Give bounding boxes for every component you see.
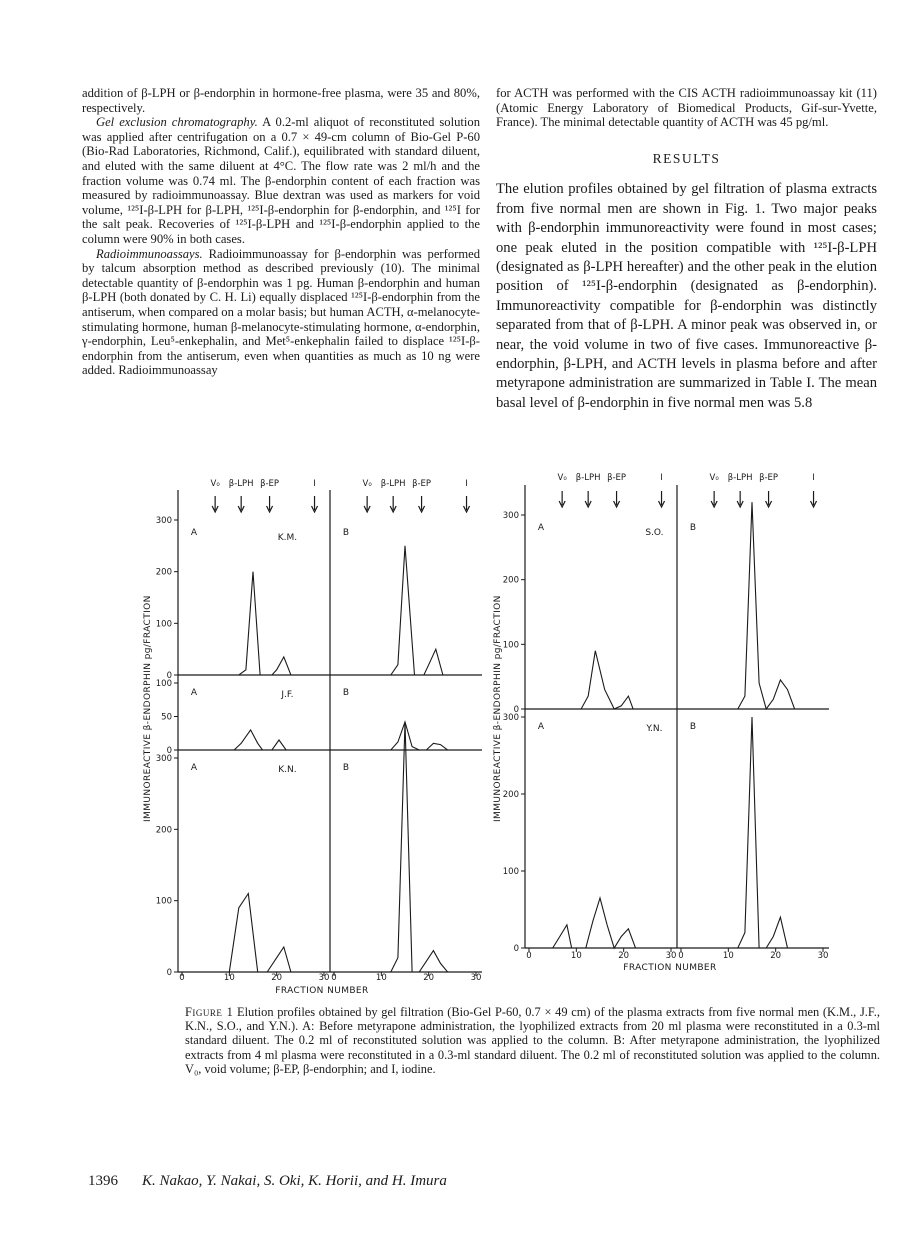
marker-label-1: β-LPH — [575, 473, 601, 483]
figure-caption — [185, 1005, 880, 1076]
author-line: K. Nakao, Y. Nakai, S. Oki, K. Horii, and H. Imura — [142, 1173, 447, 1189]
results-paragraph: The elution profiles obtained by gel filtration of plasma extracts from five normal men are shown in Fig. 1. Two major peaks with β-endorphin immunoreactivity were found in most cases; one peak eluted in the position compatible with ¹²⁵I-β-LPH (designated as β-LPH hereafter) and the other peak in the elution position of ¹²⁵I-β-endorphin (designated as β-endorphin). Immunoreactivity compatible for β-endorphin was distinctly separated from that of β-LPH. A minor peak was observed in, or near, the void volume in two of five cases. Immunoreactive β-endorphin, β-LPH, and ACTH levels in plasma before and after metyrapone administration are summarized in Table I. The mean basal level of β-endorphin in five normal men was 5.8 — [496, 181, 877, 411]
y-tick-label: 0 — [513, 944, 519, 954]
subject-label: S.O. — [645, 528, 664, 538]
y-tick-label: 100 — [155, 896, 172, 907]
y-tick-label: 300 — [502, 511, 519, 521]
panel-letter: A — [537, 722, 545, 732]
y-tick-label: 100 — [155, 679, 172, 689]
x-tick-label: 0 — [331, 973, 337, 983]
y-axis-label-left: IMMUNOREACTIVE β-ENDORPHIN pg/FRACTION — [143, 595, 153, 822]
y-tick-label: 200 — [502, 575, 519, 586]
y-tick-label: 100 — [502, 640, 519, 651]
figure-right-group — [503, 473, 829, 961]
x-axis-label-left: FRACTION NUMBER — [275, 986, 369, 996]
y-tick-label: 300 — [502, 713, 519, 723]
marker-label-0: V₀ — [210, 479, 220, 489]
x-tick-label: 0 — [678, 951, 684, 961]
y-tick-label: 0 — [166, 746, 172, 756]
y-tick-label: 50 — [161, 712, 172, 723]
x-axis-label-right: FRACTION NUMBER — [623, 963, 717, 973]
marker-label-1: β-LPH — [228, 479, 254, 489]
elution-profile-line — [182, 730, 324, 750]
marker-label-0: V₀ — [709, 473, 719, 483]
figure-left-group — [156, 479, 482, 983]
panel-letter: B — [342, 688, 350, 698]
marker-label-0: V₀ — [557, 473, 567, 483]
x-tick-label: 20 — [770, 951, 782, 961]
panel-letter: A — [190, 528, 198, 538]
panel-letter: B — [689, 523, 697, 533]
marker-label-2: β-EP — [607, 473, 627, 483]
heading-radioimmunoassay: Radioimmunoassays. — [96, 246, 203, 261]
y-tick-label: 200 — [502, 790, 519, 800]
panel-letter: A — [190, 763, 198, 773]
elution-profile-line — [334, 546, 476, 675]
y-axis-label-right: IMMUNOREACTIVE β-ENDORPHIN pg/FRACTION — [493, 595, 503, 822]
y-tick-label: 100 — [502, 867, 519, 877]
caption-text: Elution profiles obtained by gel filtration (Bio-Gel P-60, 0.7 × 49 cm) of the plasma extracts from five normal men (K.M., J.F., K.N., S.O., and Y.N.). A: Before metyrapone administration, the lyophilized extracts from 20 ml plasma were reconstituted in a 0.3-ml standard diluent. The 0.2 ml of reconstituted solution was applied to the column. B: After metyrapone administration, the lyophilized extracts from 4 ml plasma were reconstituted in a 0.3-ml standard diluent. The 0.2 ml of reconstituted solution was applied to the column. V₀, void volume; β-EP, β-endorphin; and I, iodine. — [185, 1005, 881, 1076]
body-radioimmunoassay: Radioimmunoassay for β-endorphin was performed by talcum absorption method as described previously (10). The minimal detectable quantity of β-endorphin was 1 pg. Human β-endorphin and human β-LPH (both donated by C. H. Li) equally displaced ¹²⁵I-β-endorphin from the antiserum, when compared on a molar basis; but human ACTH, α-melanocyte-stimulating hormone, human β-melanocyte-stimulating hormone, α-endorphin, γ-endorphin, Leu⁵-enkephalin, and Met⁵-enkephalin failed to displace ¹²⁵I-β-endorphin from the antiserum, even when quantities as much as 10 ng were added. Radioimmunoassay — [82, 246, 480, 378]
marker-label-1: β-LPH — [727, 473, 753, 483]
marker-label-2: β-EP — [260, 479, 280, 489]
body-gel-exclusion: A 0.2-ml aliquot of reconstituted solution was applied after centrifugation on a 0.7 × 49-cm column of Bio-Gel P-60 (Bio-Rad Laboratories, Richmond, Calif.), equilibrated with standard diluent, and eluted with the same diluent at 4°C. The flow rate was 2 ml/h and the fraction volume was 0.74 ml. The β-endorphin content of each fraction was measured by radioimmunoassay. Blue dextran was used as markers for void volume, ¹²⁵I-β-LPH for β-LPH, ¹²⁵I-β-endorphin for β-endorphin, and ¹²⁵I for the salt peak. Recoveries of ¹²⁵I-β-LPH and ¹²⁵I-β-endorphin applied to the column were 90% in both cases. — [82, 115, 480, 246]
x-tick-label: 10 — [375, 973, 387, 983]
x-tick-label: 30 — [470, 973, 482, 983]
x-tick-label: 10 — [570, 951, 582, 961]
marker-label-3: I — [812, 473, 815, 483]
y-tick-label: 100 — [155, 619, 172, 630]
y-tick-label: 300 — [155, 754, 172, 764]
x-tick-label: 30 — [318, 973, 330, 983]
elution-profile-line — [182, 894, 324, 973]
elution-profile-line — [681, 717, 823, 948]
x-tick-label: 20 — [618, 951, 630, 961]
x-tick-label: 0 — [526, 951, 532, 961]
caption-label: Figure 1 — [185, 1005, 234, 1019]
x-tick-label: 30 — [817, 951, 829, 961]
y-tick-label: 300 — [155, 516, 172, 526]
marker-label-3: I — [313, 479, 316, 489]
paragraph-acth-assay: for ACTH was performed with the CIS ACTH radioimmunoassay kit (11) (Atomic Energy Laboratory of Biomedical Products, Gif-sur-Yvette, France). The minimal detectable quantity of ACTH was 45 pg/ml. — [496, 86, 877, 130]
x-tick-label: 20 — [271, 973, 283, 983]
page-number: 1396 — [88, 1173, 118, 1189]
page-footer — [88, 1173, 447, 1190]
y-tick-label: 200 — [155, 825, 172, 836]
panel-letter: B — [689, 722, 697, 732]
elution-profile-line — [334, 722, 476, 972]
subject-label: J.F. — [281, 690, 294, 700]
subject-label: Y.N. — [646, 724, 663, 734]
results-heading: RESULTS — [652, 150, 721, 166]
y-tick-label: 200 — [155, 567, 172, 578]
x-tick-label: 10 — [223, 973, 235, 983]
elution-profile-line — [529, 651, 671, 709]
marker-label-0: V₀ — [362, 479, 372, 489]
subject-label: K.N. — [278, 765, 297, 775]
elution-profile-line — [681, 502, 823, 709]
x-tick-label: 0 — [179, 973, 185, 983]
x-tick-label: 30 — [665, 951, 677, 961]
elution-profile-line — [182, 572, 324, 675]
marker-label-2: β-EP — [412, 479, 432, 489]
marker-label-2: β-EP — [759, 473, 779, 483]
paragraph-intro: addition of β-LPH or β-endorphin in hormone-free plasma, were 35 and 80%, respectively. — [82, 86, 480, 115]
y-tick-label: 0 — [166, 968, 172, 978]
panel-letter: B — [342, 528, 350, 538]
x-tick-label: 10 — [722, 951, 734, 961]
marker-label-3: I — [660, 473, 663, 483]
panel-letter: A — [190, 688, 198, 698]
subject-label: K.M. — [277, 533, 298, 543]
elution-profile-line — [529, 898, 671, 948]
x-tick-label: 20 — [423, 973, 435, 983]
heading-gel-exclusion: Gel exclusion chromatography. — [96, 115, 258, 130]
marker-label-3: I — [465, 479, 468, 489]
panel-letter: A — [537, 523, 545, 533]
marker-label-1: β-LPH — [380, 479, 406, 489]
y-tick-label: 0 — [166, 671, 172, 681]
panel-letter: B — [342, 763, 350, 773]
y-tick-label: 0 — [513, 705, 519, 715]
